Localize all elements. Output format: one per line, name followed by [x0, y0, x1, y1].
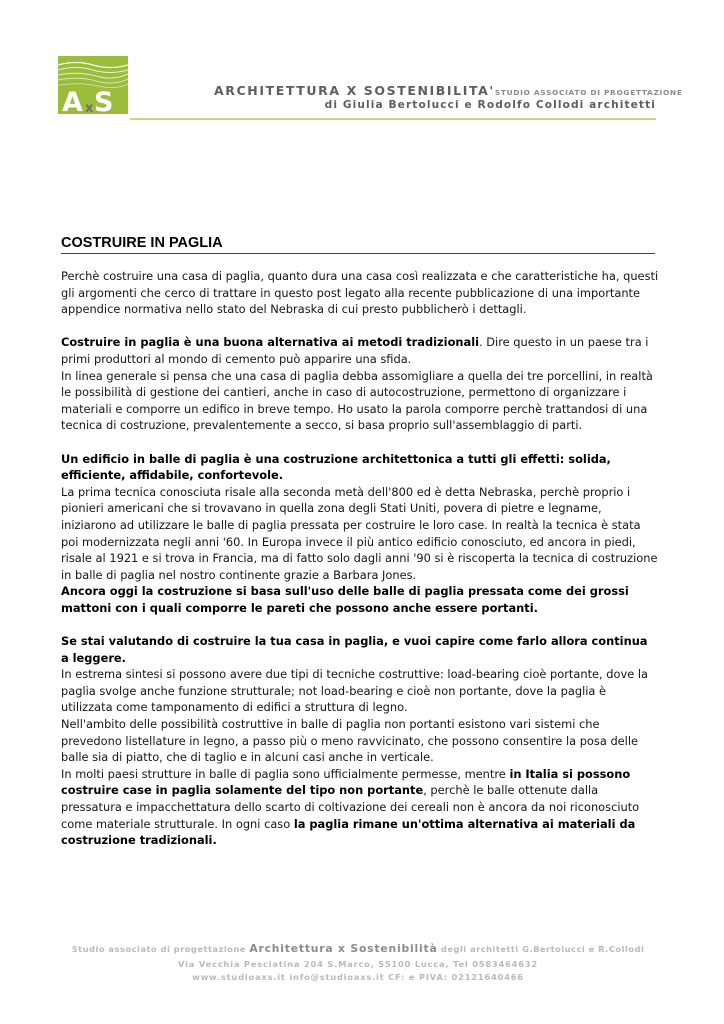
svg-text:A: A — [62, 87, 83, 114]
paragraph-techniques: In estrema sintesi si possono avere due tipi di tecniche costruttive: load-bearing cioè portante, dove la paglia svolge anche funzione strutturale; not load-bearing e cioè non portante, dove la paglia è utilizzata come tamponamento di edifici a struttura di legno. — [61, 667, 649, 715]
footer-line-1: Studio associato di progettazione Architettura x Sostenibilità degli architetti G.Bertolucci e R.Collodi — [71, 942, 645, 955]
paragraph-italy: In molti paesi strutture in balle di paglia sono ufficialmente permesse, mentre in Italia si possono costruire case in paglia solamente del tipo non portante, perchè le balle ottenute dalla pressatura e impacchettatura dello scarto di coltivazione dei cereali non è ancora da noi riconosciuto come materiale strutturale. In ogni caso la paglia rimane un'ottima alternativa ai materiali da costruzione tradizionali. — [61, 766, 640, 848]
paragraph-alternative: Costruire in paglia è una buona alternativa ai metodi tradizionali. Dire questo in un paese tra i primi produttori al mondo di cemento può apparire una sfida. — [61, 335, 649, 366]
svg-text:x: x — [85, 101, 94, 114]
paragraph-intro: Perchè costruire una casa di paglia, quanto dura una casa così realizzata e che caratteristiche ha, questi gli argomenti che cerco di trattare in questo post legato alla recente pubblicazione di una importante appendice normativa nello stato del Nebraska di cui presto pubblicherò i dettagli. — [61, 269, 659, 317]
page-title: COSTRUIRE IN PAGLIA — [61, 235, 655, 254]
paragraph-bricks: Ancora oggi la costruzione si basa sull'uso delle balle di paglia pressata come dei grossi mattoni con i quali comporre le pareti che possono anche essere portanti. — [61, 584, 629, 615]
paragraph-heading-evaluate: Se stai valutando di costruire la tua casa in paglia, e vuoi capire come farlo allora continua a leggere. — [61, 634, 648, 665]
brand-line — [214, 80, 683, 98]
page-footer — [60, 942, 656, 985]
brand-authors: di Giulia Bertolucci e Rodolfo Collodi architetti — [324, 99, 656, 111]
axs-logo-icon — [58, 56, 128, 114]
brand-name: ARCHITETTURA X SOSTENIBILITA' — [214, 83, 495, 98]
paragraph-three-pigs: In linea generale si pensa che una casa di paglia debba assomigliare a quella dei tre porcellini, in realtà le possibilità di gestione dei cantieri, anche in caso di autocostruzione, permettono di organizzare i materiali e comporre un edifico in breve tempo. Ho usato la parola comporre perchè trattandosi di una tecnica di costruzione, prevalentemente a secco, si basa proprio sull'assemblaggio di parti. — [61, 368, 653, 433]
footer-address: Via Vecchia Pesciatina 204 S.Marco, 55100 Lucca, Tel 0583464632 — [178, 959, 538, 969]
paragraph-systems: Nell'ambito delle possibilità costruttive in balle di paglia non portanti esistono vari sistemi che prevedono listellature in legno, a passo più o meno ravvicinato, che possono consentire la posa delle balle sia di piatto, che di taglio e in alcuni casi anche in verticale. — [61, 717, 639, 765]
brand-tagline: STUDIO ASSOCIATO DI PROGETTAZIONE — [494, 88, 683, 97]
svg-text:S: S — [94, 87, 114, 114]
paragraph-heading-building: Un edificio in balle di paglia è una costruzione architettonica a tutti gli effetti: solida, efficiente, affidabile, confortevole. — [61, 451, 611, 483]
footer-contacts: www.studioaxs.it info@studioaxs.it CF: e PIVA: 02121640466 — [192, 972, 524, 982]
header-divider — [130, 118, 656, 120]
bold-statement: Costruire in paglia è una buona alternativa ai metodi tradizionali — [61, 335, 480, 350]
paragraph-history: La prima tecnica conosciuta risale alla seconda metà dell'800 ed è detta Nebraska, perchè proprio i pionieri americani che si trovavano in quella zona degli Stati Uniti, povera di pietre e legname, iniziarono ad utilizzare le balle di paglia pressata per costruire le loro case. In realtà la tecnica è stata poi modernizzata negli anni '60. In Europa invece il più antico edificio conosciuto, ed ancora in piedi, risale al 1921 e si trova in Francia, ma di fatto solo dagli anni '90 si è riscoperta la tecnica di costruzione in balle di paglia nel nostro continente grazie a Barbara Jones. — [61, 484, 658, 582]
article-body — [61, 268, 659, 849]
